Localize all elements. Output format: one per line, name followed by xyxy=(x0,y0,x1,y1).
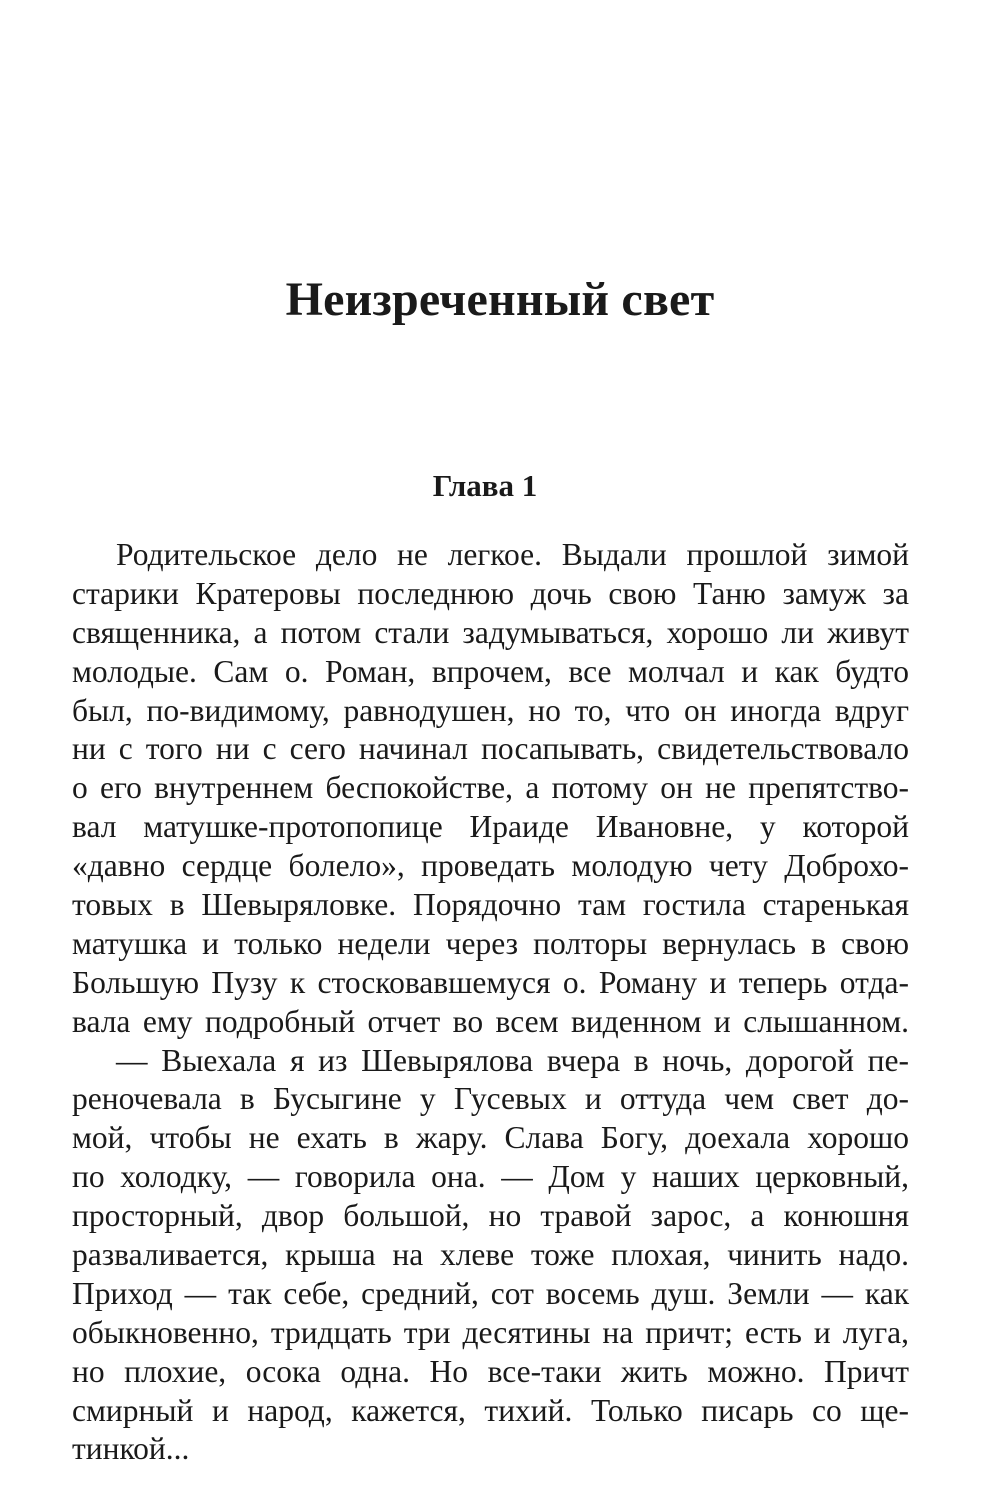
text-line: смирный и народ, кажется, тихий. Только писарь со ще- xyxy=(72,1392,909,1428)
text-line: обыкновенно, тридцать три десятины на причт; есть и луга, xyxy=(72,1314,909,1350)
text-line: священника, а потом стали задумываться, хорошо ли живут xyxy=(72,614,909,650)
text-line: — Выехала я из Шевырялова вчера в ночь, дорогой пе- xyxy=(116,1042,909,1078)
text-line: был, по-видимому, равнодушен, но то, что он иногда вдруг xyxy=(72,692,909,728)
text-line: но плохие, осока одна. Но все-таки жить можно. Причт xyxy=(72,1353,909,1389)
page-title: Неизреченный свет xyxy=(285,273,715,326)
text-line: Большую Пузу к стосковавшемуся о. Роману и теперь отда- xyxy=(72,964,909,1000)
text-line: Приход — так себе, средний, сот восемь душ. Земли — как xyxy=(72,1275,909,1311)
text-line: товых в Шевыряловке. Порядочно там гостила старенькая xyxy=(72,887,909,923)
text-line: старики Кратеровы последнюю дочь свою Таню замуж за xyxy=(72,575,909,611)
text-line: вал матушке-протопопице Ираиде Ивановне, у которой xyxy=(72,809,909,845)
body-text xyxy=(72,536,909,1469)
text-line: о его внутреннем беспокойстве, а потому он не препятство- xyxy=(72,770,909,806)
text-line: молодые. Сам о. Роман, впрочем, все молчал и как будто xyxy=(72,653,909,689)
text-line: реночевала в Бусыгине у Гусевых и оттуда чем свет до- xyxy=(72,1081,909,1117)
text-line: тинкой... xyxy=(72,1431,190,1467)
chapter-heading: Глава 1 xyxy=(432,468,538,503)
text-line: матушка и только недели через полторы вернулась в свою xyxy=(72,925,909,961)
text-line: вала ему подробный отчет во всем виденном и слышанном. xyxy=(72,1003,909,1039)
text-line: ни с того ни с сего начинал посапывать, свидетельствовало xyxy=(72,731,909,767)
text-line: разваливается, крыша на хлеве тоже плохая, чинить надо. xyxy=(72,1237,909,1273)
text-line: по холодку, — говорила она. — Дом у наших церковный, xyxy=(72,1159,909,1195)
text-line: «давно сердце болело», проведать молодую чету Доброхо- xyxy=(72,848,909,884)
text-line: просторный, двор большой, но травой зарос, а конюшня xyxy=(72,1198,909,1234)
text-line: мой, чтобы не ехать в жару. Слава Богу, доехала хорошо xyxy=(72,1120,909,1156)
text-line: Родительское дело не легкое. Выдали прошлой зимой xyxy=(116,537,909,572)
